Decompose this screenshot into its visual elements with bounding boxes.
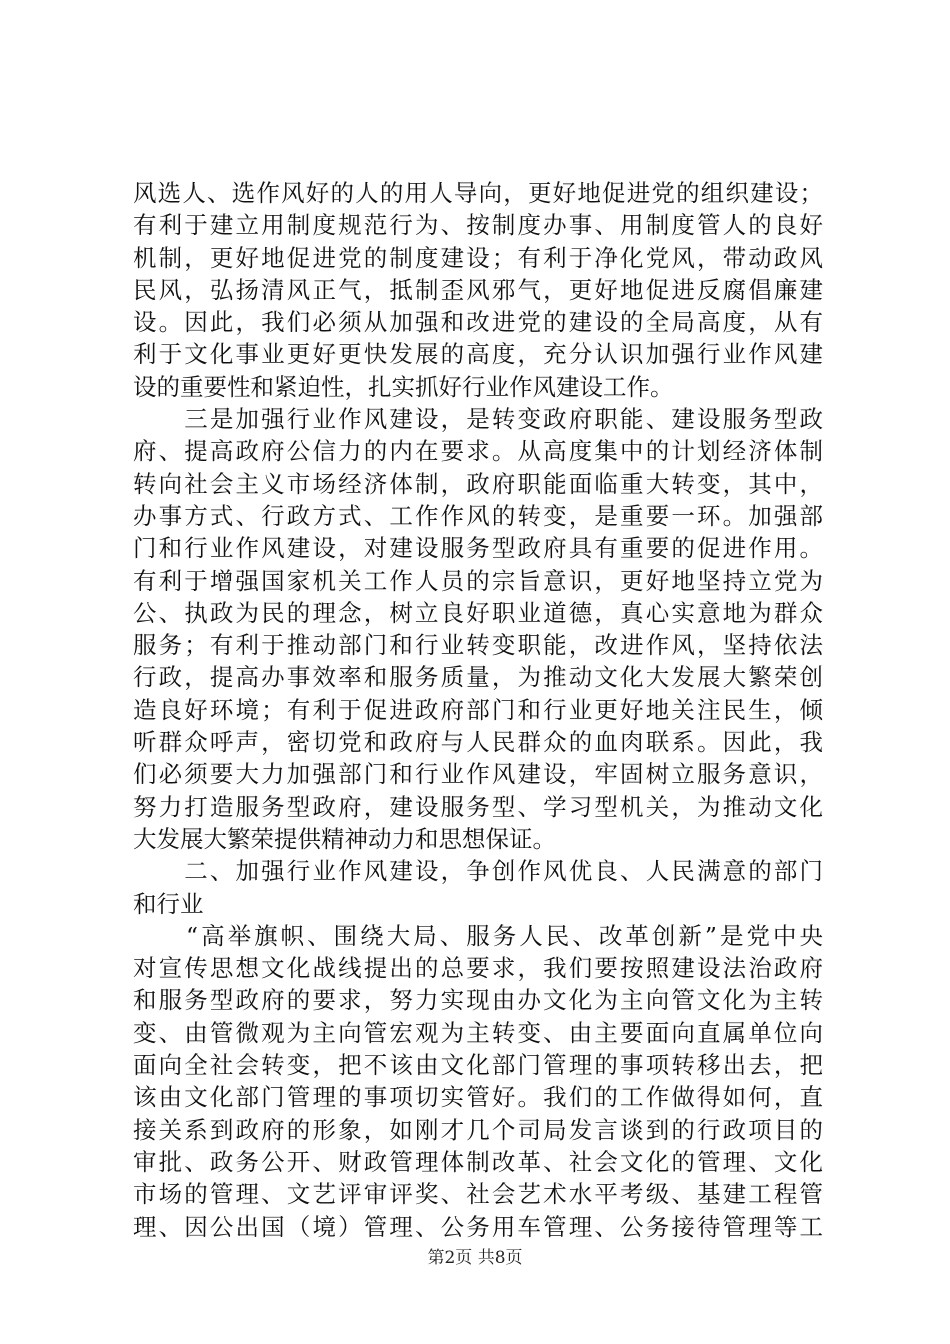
text-line: “高举旗帜、围绕大局、服务人民、改革创新”是党中央 [133,921,823,950]
text-line: 和服务型政府的要求，努力实现由办文化为主向管文化为主转 [133,986,823,1015]
text-line: 民风，弘扬清风正气，抵制歪风邪气，更好地促进反腐倡廉建 [133,275,823,304]
text-line: 接关系到政府的形象，如刚才几个司局发言谈到的行政项目的 [133,1115,823,1144]
text-line: 风选人、选作风好的人的用人导向，更好地促进党的组织建设； [133,179,823,207]
text-line: 努力打造服务型政府，建设服务型、学习型机关，为推动文化 [133,792,823,821]
text-line: 有利于建立用制度规范行为、按制度办事、用制度管人的良好 [133,211,823,240]
text-line: 办事方式、行政方式、工作作风的转变，是重要一环。加强部 [133,501,823,530]
text-line: 三是加强行业作风建设，是转变政府职能、建设服务型政 [133,405,823,434]
text-line: 变、由管微观为主向管宏观为主转变、由主要面向直属单位向 [133,1018,823,1047]
text-line: 门和行业作风建设，对建设服务型政府具有重要的促进作用。 [133,534,823,563]
document-body [133,177,823,1243]
text-line: 府、提高政府公信力的内在要求。从高度集中的计划经济体制 [133,437,823,466]
text-line: 行政，提高办事效率和服务质量，为推动文化大发展大繁荣创 [133,663,823,692]
page-number-footer: 第2页 共8页 [427,1248,523,1268]
text-line: 转向社会主义市场经济体制，政府职能面临重大转变，其中， [133,469,823,498]
text-line: 该由文化部门管理的事项切实管好。我们的工作做得如何，直 [133,1083,823,1112]
text-line: 服务；有利于推动部门和行业转变职能，改进作风，坚持依法 [133,631,823,660]
text-line: 设。因此，我们必须从加强和改进党的建设的全局高度，从有 [133,308,823,337]
text-line: 市场的管理、文艺评审评奖、社会艺术水平考级、基建工程管 [133,1180,823,1209]
text-line: 面向全社会转变，把不该由文化部门管理的事项转移出去，把 [133,1051,823,1080]
text-line: 机制，更好地促进党的制度建设；有利于净化党风，带动政风 [133,243,823,272]
text-line: 造良好环境；有利于促进政府部门和行业更好地关注民生，倾 [133,695,823,724]
text-line: 和行业 [133,889,204,918]
text-line: 设的重要性和紧迫性，扎实抓好行业作风建设工作。 [133,372,674,401]
text-line: 们必须要大力加强部门和行业作风建设，牢固树立服务意识， [133,760,823,789]
text-line: 有利于增强国家机关工作人员的宗旨意识，更好地坚持立党为 [133,566,823,595]
text-line: 对宣传思想文化战线提出的总要求，我们要按照建设法治政府 [133,954,823,983]
text-line: 理、因公出国（境）管理、公务用车管理、公务接待管理等工 [133,1212,823,1241]
text-line: 审批、政务公开、财政管理体制改革、社会文化的管理、文化 [133,1147,823,1176]
text-line: 大发展大繁荣提供精神动力和思想保证。 [133,824,556,853]
text-line: 二、加强行业作风建设，争创作风优良、人民满意的部门 [133,857,823,886]
text-line: 公、执政为民的理念，树立良好职业道德，真心实意地为群众 [133,598,823,627]
text-line: 利于文化事业更好更快发展的高度，充分认识加强行业作风建 [133,340,823,369]
text-line: 听群众呼声，密切党和政府与人民群众的血肉联系。因此，我 [133,728,823,757]
